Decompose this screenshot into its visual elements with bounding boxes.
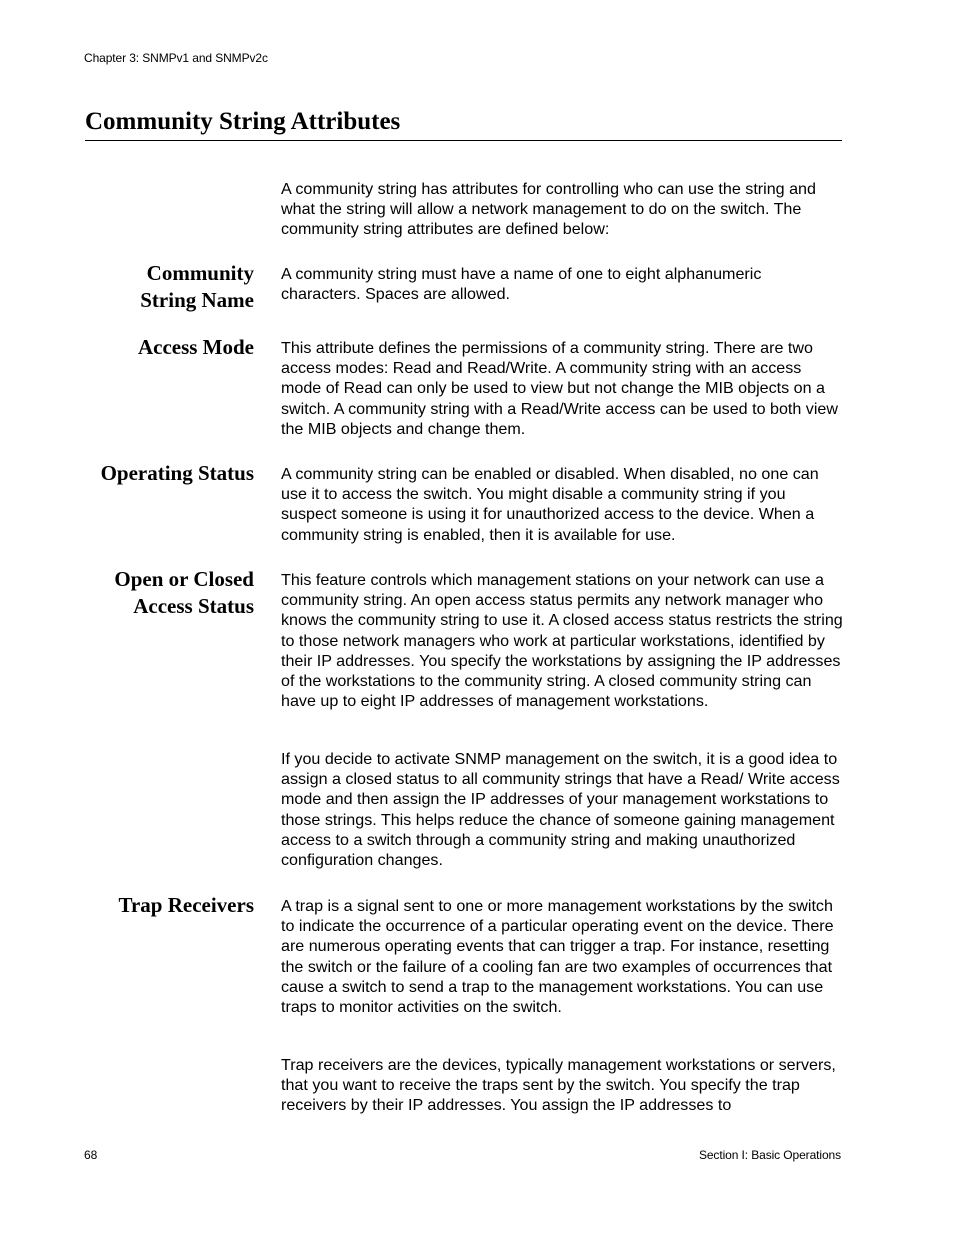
page-number: 68 xyxy=(84,1148,98,1162)
heading-line: Trap Receivers xyxy=(118,893,254,917)
heading-line: Access Status xyxy=(133,593,254,618)
page-title: Community String Attributes xyxy=(85,108,401,135)
footer-section-label: Section I: Basic Operations xyxy=(698,1148,841,1162)
heading-open-or-closed-access-status xyxy=(54,566,254,619)
heading-operating-status xyxy=(54,460,254,487)
operating-status-paragraph: A community string can be enabled or disabled. When disabled, no one can use it to access the switch. You might disable a community string if you suspect someone is using it for unauthorized access to the device. When a community string is enabled, then it is available for use. xyxy=(281,465,819,544)
open-closed-status-paragraph: This feature controls which management stations on your network can use a community string. An open access status permits any network manager who knows the community string to use it. A closed access status restricts the string to those network managers who work at particular workstations, identified by their IP addresses. You specify the workstations by assigning the IP addresses of the workstations to the community string. A closed community string can have up to eight IP addresses of management workstations. xyxy=(281,571,843,711)
heading-line: Open or Closed xyxy=(114,567,254,591)
title-rule xyxy=(85,140,842,141)
heading-line: Community xyxy=(146,261,254,285)
open-closed-status-paragraph-2: If you decide to activate SNMP management on the switch, it is a good idea to assign a closed status to all community strings that have a Read/ Write access mode and then assign the IP addresses of your management workstations to those strings. This helps reduce the chance of someone gaining management access to a switch through a community string and making unauthorized configuration changes. xyxy=(281,750,840,870)
heading-access-mode xyxy=(54,334,254,361)
heading-line: Access Mode xyxy=(137,335,254,359)
intro-paragraph: A community string has attributes for controlling who can use the string and what the string will allow a network management to do on the switch. The community string attributes are defined below: xyxy=(281,180,816,239)
access-mode-paragraph: This attribute defines the permissions of a community string. There are two access modes: Read and Read/Write. A community string with an access mode of Read can only be used to view but not change the MIB objects on a switch. A community string with a Read/Write access can be used to both view the MIB objects and change them. xyxy=(281,339,838,438)
heading-trap-receivers xyxy=(54,892,254,919)
heading-line: Operating Status xyxy=(100,461,254,485)
community-string-name-paragraph: A community string must have a name of one to eight alphanumeric characters. Spaces are allowed. xyxy=(281,265,762,304)
trap-receivers-paragraph: A trap is a signal sent to one or more management workstations by the switch to indicate the occurrence of a particular operating event on the device. There are numerous operating events that can trigger a trap. For instance, resetting the switch or the failure of a cooling fan are two examples of occurrences that cause a switch to send a trap to the management workstations. You can use traps to monitor activities on the switch. xyxy=(281,897,834,1017)
heading-community-string-name xyxy=(54,260,254,313)
heading-line: String Name xyxy=(140,287,254,312)
running-header: Chapter 3: SNMPv1 and SNMPv2c xyxy=(84,51,268,65)
trap-receivers-paragraph-2: Trap receivers are the devices, typically management workstations or servers, that you want to receive the traps sent by the switch. You specify the trap receivers by their IP addresses. You assign the IP addresses to xyxy=(281,1056,836,1115)
